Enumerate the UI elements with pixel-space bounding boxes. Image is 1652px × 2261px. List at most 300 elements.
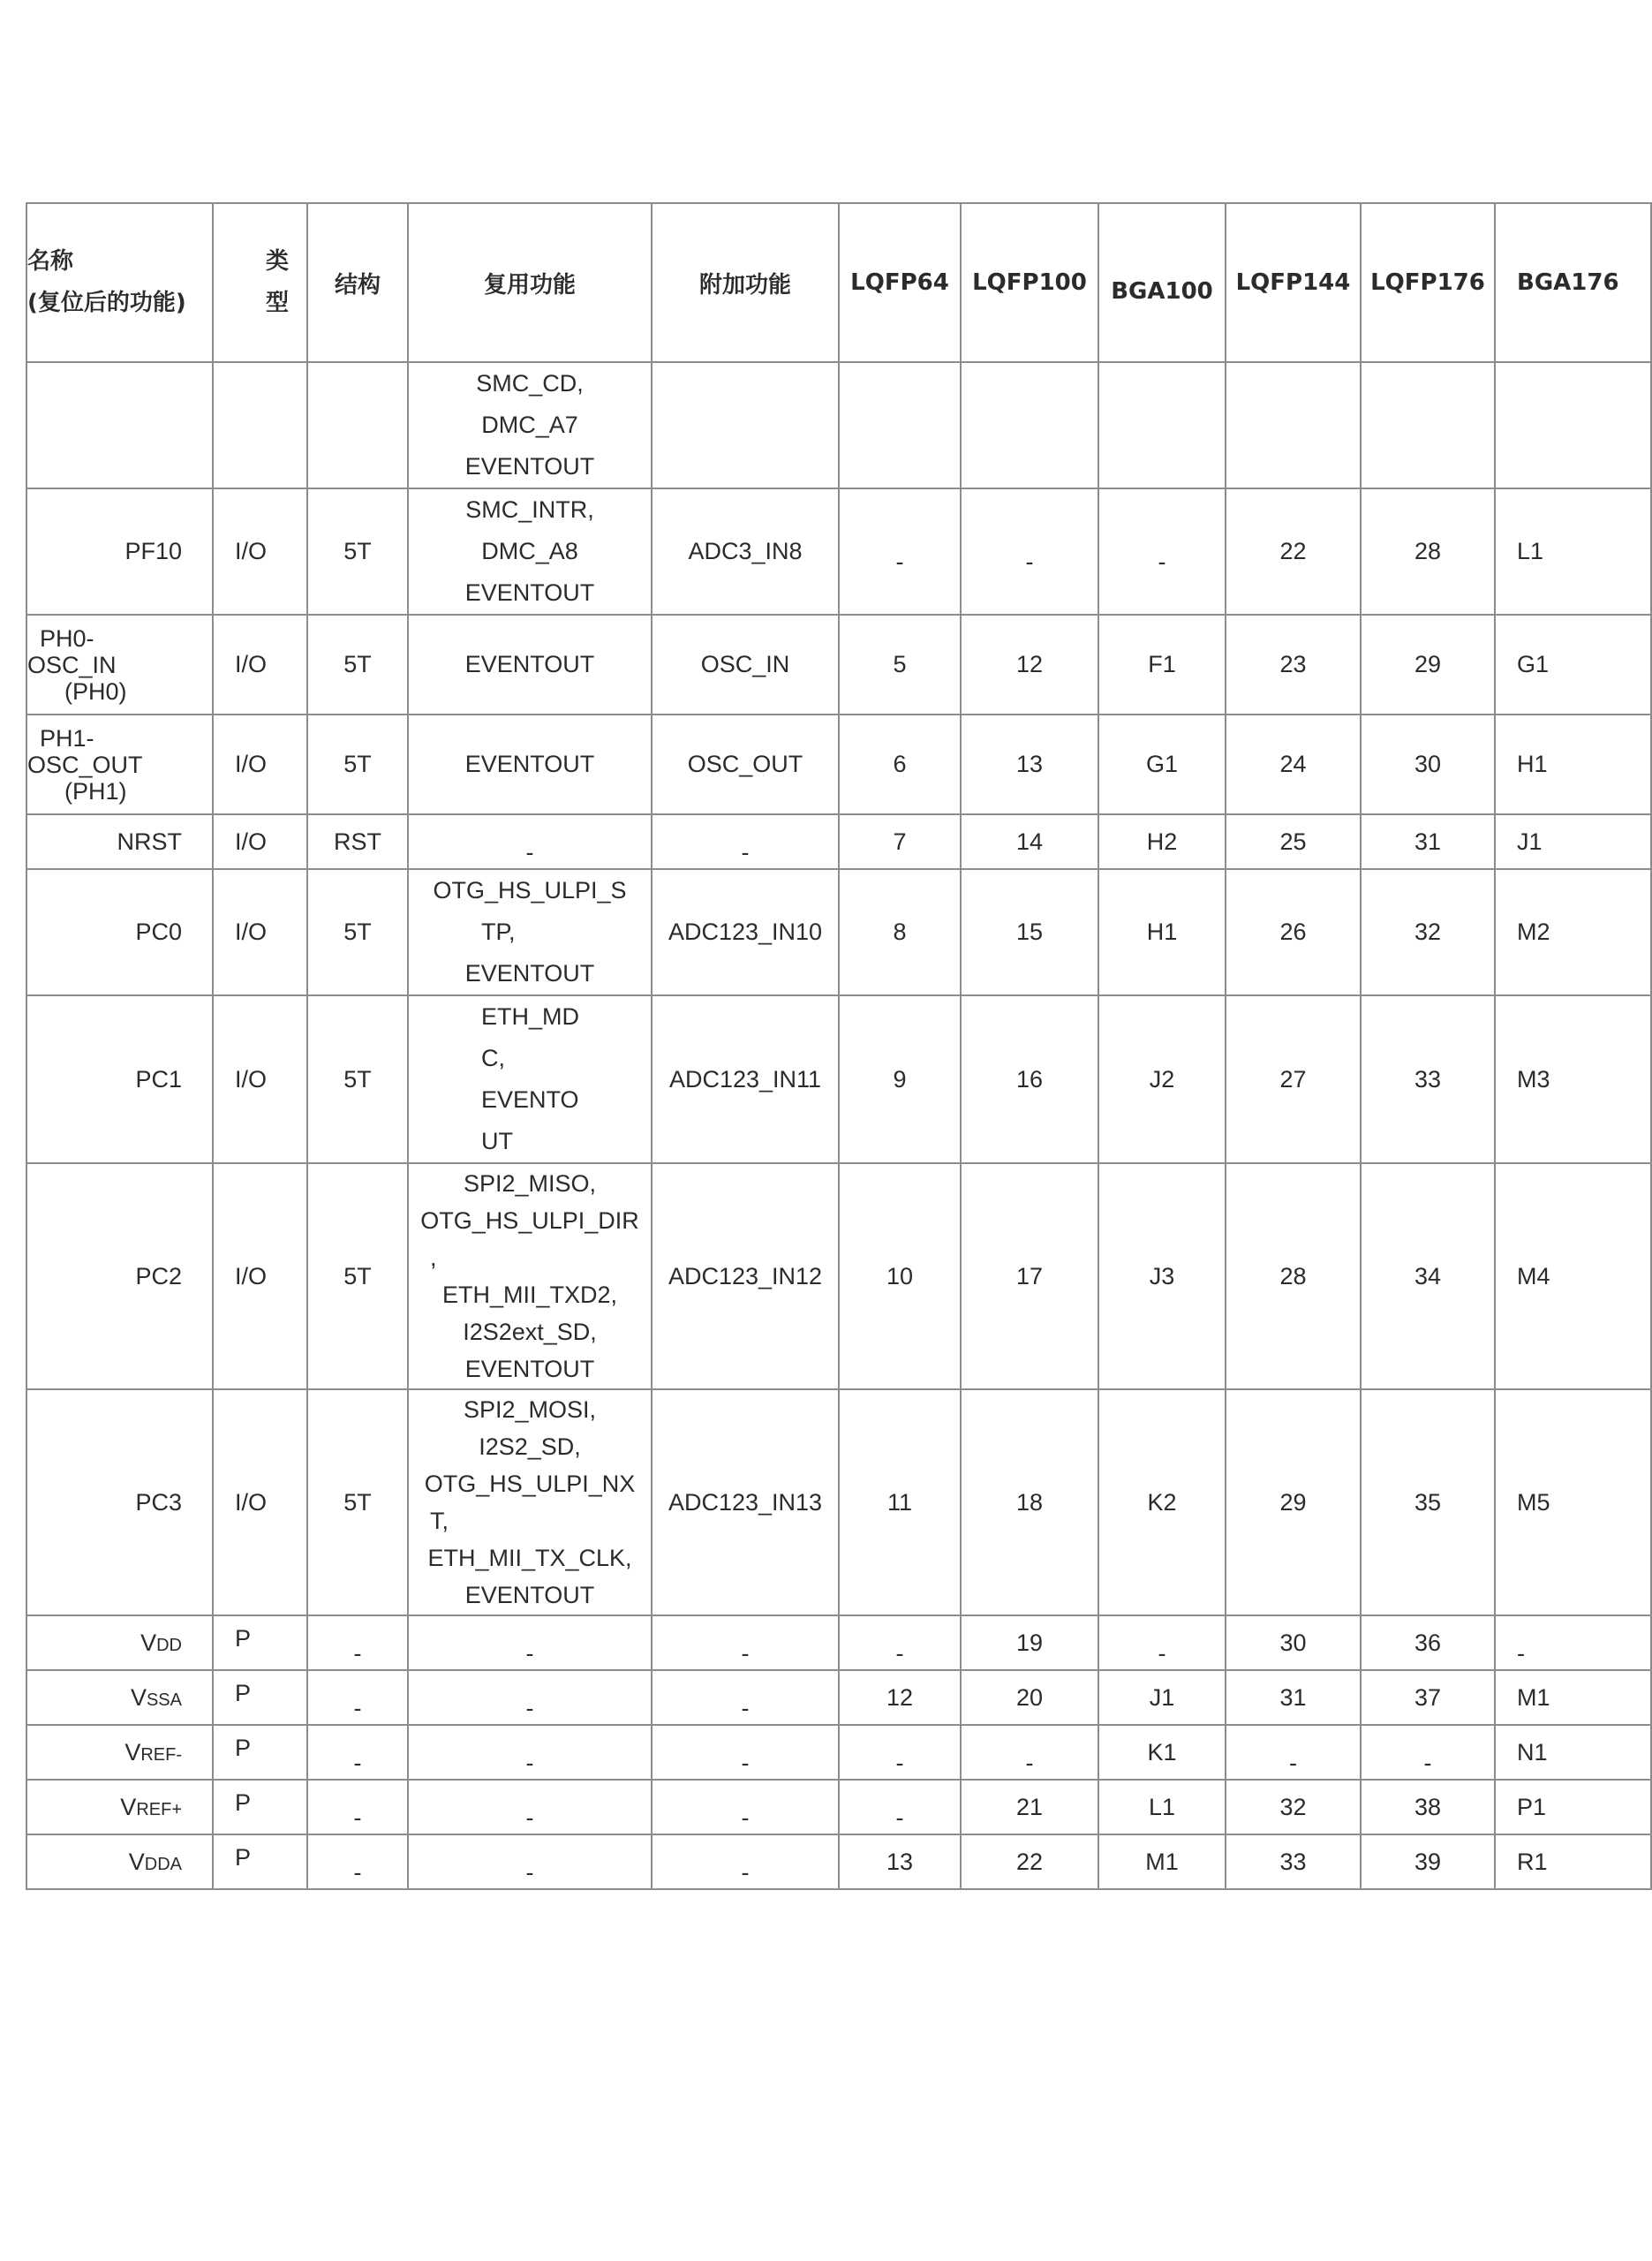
pin-structure-cell — [307, 615, 408, 715]
table-row — [26, 995, 1651, 1163]
pin-number-lqfp176 — [1361, 362, 1495, 488]
table-row — [26, 869, 1651, 995]
alt-function-line: EVENTOUT — [464, 1582, 595, 1608]
pin-number-value: 5 — [893, 651, 907, 677]
pin-structure-cell — [307, 488, 408, 615]
pin-number-lqfp100 — [961, 1780, 1098, 1834]
pin-name-main: V — [124, 1738, 141, 1766]
pin-number-lqfp144 — [1226, 814, 1361, 869]
alt-function-line: DMC_A7 — [481, 412, 578, 438]
header-name: 名称 (复位后的功能) — [26, 203, 213, 362]
pin-number-value: - — [895, 1804, 904, 1831]
alt-function-line: SPI2_MISO, — [463, 1170, 597, 1197]
pin-structure-cell — [307, 1615, 408, 1670]
table-row — [26, 1615, 1651, 1670]
header-lqfp144: LQFP144 — [1226, 203, 1361, 362]
pin-number-lqfp176 — [1361, 814, 1495, 869]
add-function-cell — [652, 362, 839, 488]
add-function-value: ADC123_IN11 — [668, 1065, 822, 1093]
pin-number-value: 38 — [1414, 1793, 1442, 1820]
add-function-cell — [652, 488, 839, 615]
pin-number-bga100 — [1098, 488, 1226, 615]
pin-name-cell — [26, 1725, 213, 1780]
pin-number-value: - — [1025, 1749, 1034, 1776]
pin-number-value: 29 — [1414, 651, 1442, 677]
pin-structure-value: 5T — [343, 1262, 372, 1289]
pin-number-value: R1 — [1517, 1848, 1548, 1875]
pin-number-value: 39 — [1414, 1848, 1442, 1875]
pin-number-lqfp64 — [839, 488, 961, 615]
pin-number-lqfp100 — [961, 362, 1098, 488]
pin-number-bga100 — [1098, 1670, 1226, 1725]
pin-number-value: J1 — [1149, 1683, 1175, 1711]
alt-function-cell — [408, 1163, 652, 1389]
alt-function-line: OTG_HS_ULPI_S — [433, 877, 627, 904]
pin-name-part: OSC_OUT — [27, 751, 143, 778]
alt-function-line: ETH_MII_TXD2, — [441, 1282, 618, 1308]
pin-number-lqfp144 — [1226, 488, 1361, 615]
pin-number-value: M1 — [1517, 1683, 1550, 1711]
pin-number-value: 30 — [1279, 1629, 1307, 1656]
add-function-value: - — [741, 1639, 750, 1667]
pin-name-subscript: SSA — [146, 1690, 182, 1710]
add-function-cell — [652, 1163, 839, 1389]
pin-number-lqfp144 — [1226, 362, 1361, 488]
pin-name-main: V — [140, 1629, 157, 1656]
alt-function-line: T, — [430, 1508, 449, 1534]
pin-number-value: J1 — [1517, 828, 1543, 855]
alt-function-cell — [408, 488, 652, 615]
pin-type-cell: I/O — [213, 814, 307, 869]
pin-number-value: 6 — [893, 751, 907, 777]
pin-number-value: H1 — [1517, 751, 1548, 777]
pin-name-part: PH0- — [40, 624, 94, 652]
pin-number-lqfp100 — [961, 1389, 1098, 1615]
pin-number-bga176 — [1495, 814, 1651, 869]
alt-function-cell — [408, 869, 652, 995]
pin-number-lqfp144 — [1226, 1389, 1361, 1615]
pin-number-value: 36 — [1414, 1629, 1442, 1656]
pin-number-value: 12 — [886, 1683, 914, 1711]
pin-number-bga100 — [1098, 715, 1226, 814]
pin-number-lqfp64 — [839, 1725, 961, 1780]
pin-number-bga176 — [1495, 869, 1651, 995]
pin-number-value: - — [895, 1639, 904, 1667]
pin-name-subscript: DDA — [144, 1854, 182, 1874]
table-row — [26, 1670, 1651, 1725]
pin-number-lqfp144 — [1226, 1615, 1361, 1670]
add-function-cell — [652, 1725, 839, 1780]
pin-structure-value: 5T — [343, 538, 372, 564]
pin-type-cell: P — [213, 1670, 307, 1725]
pin-number-bga100 — [1098, 1615, 1226, 1670]
pin-name-part: (PH1) — [64, 777, 127, 805]
pin-name-cell — [26, 1615, 213, 1670]
pin-number-value: 18 — [1015, 1488, 1044, 1516]
pin-number-value: L1 — [1148, 1793, 1176, 1820]
pin-number-value: P1 — [1517, 1793, 1547, 1820]
pin-number-lqfp176 — [1361, 995, 1495, 1163]
table-row — [26, 1389, 1651, 1615]
add-function-value: OSC_OUT — [687, 751, 803, 777]
pin-structure-value: - — [353, 1694, 362, 1721]
header-lqfp64: LQFP64 — [839, 203, 961, 362]
pin-name-part: OSC_IN — [27, 651, 117, 678]
pin-name-cell: NRST — [26, 814, 213, 869]
add-function-cell — [652, 995, 839, 1163]
pin-number-value: K1 — [1147, 1738, 1177, 1766]
alt-function-line: EVENTOUT — [464, 751, 595, 777]
add-function-cell — [652, 1389, 839, 1615]
pin-type-cell: I/O — [213, 1389, 307, 1615]
pin-name-cell — [26, 615, 213, 715]
pin-number-value: 16 — [1015, 1065, 1044, 1093]
pin-number-value: - — [1517, 1639, 1525, 1667]
pin-number-bga176 — [1495, 1780, 1651, 1834]
pin-number-value: 31 — [1414, 828, 1442, 855]
pin-number-value: 28 — [1279, 1262, 1307, 1289]
pin-number-lqfp64 — [839, 814, 961, 869]
pin-number-value: M1 — [1145, 1848, 1179, 1875]
pin-type-cell: I/O — [213, 488, 307, 615]
alt-function-line: EVENTOUT — [464, 651, 595, 677]
alt-function-line: - — [525, 1858, 534, 1886]
pin-name-cell: PF10 — [26, 488, 213, 615]
pin-number-bga176 — [1495, 1389, 1651, 1615]
alt-function-line: SMC_INTR, — [465, 496, 594, 523]
pin-number-bga176 — [1495, 1670, 1651, 1725]
alt-function-cell — [408, 1389, 652, 1615]
alt-function-cell — [408, 1834, 652, 1889]
header-alt-func: 复用功能 — [408, 203, 652, 362]
pin-number-value: 13 — [886, 1848, 914, 1875]
pin-number-value: 10 — [886, 1262, 914, 1289]
pin-number-lqfp64 — [839, 362, 961, 488]
pin-structure-cell — [307, 1389, 408, 1615]
pin-structure-value: 5T — [343, 1488, 372, 1516]
pin-number-value: 8 — [893, 919, 907, 945]
pin-number-bga100 — [1098, 1389, 1226, 1615]
pin-number-lqfp176 — [1361, 869, 1495, 995]
pin-number-bga176 — [1495, 995, 1651, 1163]
pin-structure-value: - — [353, 1804, 362, 1831]
pin-number-value: - — [1289, 1749, 1297, 1776]
add-function-value: ADC123_IN10 — [668, 919, 823, 945]
pin-number-value: 24 — [1279, 751, 1307, 777]
add-function-cell — [652, 1834, 839, 1889]
pin-number-bga100 — [1098, 615, 1226, 715]
header-lqfp100: LQFP100 — [961, 203, 1098, 362]
table-row — [26, 1725, 1651, 1780]
pin-name-subscript: DD — [156, 1635, 182, 1655]
alt-function-line: EVENTOUT — [464, 960, 595, 987]
add-function-cell — [652, 1670, 839, 1725]
pin-structure-cell — [307, 1725, 408, 1780]
pin-number-value: F1 — [1148, 651, 1176, 677]
table-row — [26, 1780, 1651, 1834]
alt-function-line: C, — [481, 1045, 505, 1071]
pin-number-value: 22 — [1015, 1848, 1044, 1875]
pin-number-lqfp176 — [1361, 1780, 1495, 1834]
add-function-value: OSC_IN — [700, 651, 790, 677]
alt-function-line: EVENTOUT — [464, 453, 595, 480]
pin-number-value: G1 — [1517, 651, 1550, 677]
pin-number-lqfp100 — [961, 715, 1098, 814]
pin-number-lqfp176 — [1361, 1163, 1495, 1389]
pin-number-bga100 — [1098, 995, 1226, 1163]
table-row — [26, 488, 1651, 615]
pin-number-bga176 — [1495, 1725, 1651, 1780]
pin-structure-cell — [307, 1163, 408, 1389]
pin-number-value: 23 — [1279, 651, 1307, 677]
pin-structure-cell — [307, 814, 408, 869]
pin-number-lqfp144 — [1226, 1780, 1361, 1834]
pin-number-bga176 — [1495, 1834, 1651, 1889]
pin-number-lqfp144 — [1226, 995, 1361, 1163]
pin-number-value: 21 — [1015, 1793, 1044, 1820]
alt-function-line: OTG_HS_ULPI_NX — [424, 1471, 636, 1497]
pin-name-cell — [26, 1834, 213, 1889]
pin-number-value: - — [895, 548, 904, 575]
pin-number-lqfp100 — [961, 869, 1098, 995]
pin-number-lqfp64 — [839, 1615, 961, 1670]
pin-number-value: - — [1025, 548, 1034, 575]
alt-function-cell — [408, 615, 652, 715]
alt-function-cell — [408, 362, 652, 488]
pin-number-value: 37 — [1414, 1683, 1442, 1711]
pin-name-cell — [26, 1670, 213, 1725]
alt-function-line: - — [525, 838, 534, 866]
pin-number-value: H1 — [1146, 919, 1178, 945]
pin-number-value: N1 — [1517, 1738, 1548, 1766]
pin-structure-value: 5T — [343, 651, 372, 677]
add-function-value: ADC3_IN8 — [688, 538, 803, 564]
pin-type-cell: I/O — [213, 715, 307, 814]
add-function-value: - — [741, 838, 750, 866]
pin-number-value: 35 — [1414, 1488, 1442, 1516]
pin-name-cell — [26, 715, 213, 814]
table-header-row — [26, 203, 1651, 362]
pin-type-cell: P — [213, 1615, 307, 1670]
pin-number-bga100 — [1098, 1780, 1226, 1834]
pin-number-value: 19 — [1015, 1629, 1044, 1656]
pin-number-bga176 — [1495, 1615, 1651, 1670]
pin-number-lqfp100 — [961, 488, 1098, 615]
pin-type-cell: I/O — [213, 995, 307, 1163]
pin-number-value: K2 — [1147, 1488, 1177, 1516]
pin-number-bga100 — [1098, 1834, 1226, 1889]
pin-number-bga176 — [1495, 362, 1651, 488]
pin-structure-value: - — [353, 1639, 362, 1667]
pin-number-value: 28 — [1414, 538, 1442, 564]
pin-number-value: 33 — [1414, 1065, 1442, 1093]
pin-number-value: - — [895, 1749, 904, 1776]
pin-name-part: PH1- — [40, 724, 94, 752]
pin-structure-cell — [307, 995, 408, 1163]
pin-structure-value: 5T — [343, 751, 372, 777]
pin-number-lqfp64 — [839, 869, 961, 995]
add-function-value: - — [741, 1804, 750, 1831]
alt-function-line: SMC_CD, — [476, 370, 584, 397]
pin-number-value: 29 — [1279, 1488, 1307, 1516]
alt-function-line: EVENTOUT — [464, 579, 595, 606]
pin-structure-value: - — [353, 1858, 362, 1886]
header-add-func: 附加功能 — [652, 203, 839, 362]
pin-number-value: - — [1423, 1749, 1432, 1776]
pin-number-lqfp144 — [1226, 715, 1361, 814]
add-function-value: ADC123_IN13 — [668, 1488, 823, 1516]
alt-function-line: TP, — [481, 919, 516, 945]
header-lqfp176: LQFP176 — [1361, 203, 1495, 362]
pin-number-lqfp176 — [1361, 1725, 1495, 1780]
add-function-cell — [652, 715, 839, 814]
alt-function-cell — [408, 1725, 652, 1780]
pin-number-lqfp176 — [1361, 488, 1495, 615]
pin-number-value: 7 — [893, 828, 907, 855]
pin-number-lqfp100 — [961, 1725, 1098, 1780]
pin-number-value: 11 — [886, 1488, 913, 1516]
pin-number-value: 27 — [1279, 1065, 1307, 1093]
pin-number-value: M4 — [1517, 1262, 1550, 1289]
alt-function-line: SPI2_MOSI, — [463, 1396, 597, 1423]
pin-name-cell: PC3 — [26, 1389, 213, 1615]
pin-number-value: G1 — [1145, 751, 1179, 777]
pin-number-bga176 — [1495, 1163, 1651, 1389]
alt-function-line: - — [525, 1749, 534, 1776]
pin-number-lqfp144 — [1226, 1834, 1361, 1889]
add-function-value: - — [741, 1694, 750, 1721]
pin-number-lqfp176 — [1361, 1389, 1495, 1615]
header-bga176: BGA176 — [1495, 203, 1651, 362]
table-row — [26, 1834, 1651, 1889]
table-row — [26, 1163, 1651, 1389]
add-function-cell — [652, 1615, 839, 1670]
pin-structure-cell — [307, 1780, 408, 1834]
pin-number-lqfp64 — [839, 615, 961, 715]
pin-name-main: V — [128, 1848, 145, 1875]
pin-number-value: - — [1158, 548, 1166, 575]
pin-number-lqfp100 — [961, 1670, 1098, 1725]
pin-number-value: 20 — [1015, 1683, 1044, 1711]
alt-function-line: EVENTO — [481, 1086, 579, 1113]
pin-number-lqfp64 — [839, 1670, 961, 1725]
alt-function-line: - — [525, 1694, 534, 1721]
alt-function-line: DMC_A8 — [481, 538, 578, 564]
alt-function-line: ETH_MD — [481, 1003, 580, 1030]
pin-name-main: V — [120, 1793, 137, 1820]
add-function-cell — [652, 869, 839, 995]
pin-number-value: 32 — [1279, 1793, 1307, 1820]
pin-number-value: 33 — [1279, 1848, 1307, 1875]
pin-type-cell: P — [213, 1725, 307, 1780]
add-function-cell — [652, 615, 839, 715]
pin-number-bga100 — [1098, 362, 1226, 488]
pin-name-cell: PC1 — [26, 995, 213, 1163]
pin-name-cell — [26, 1780, 213, 1834]
table-row — [26, 615, 1651, 715]
pin-number-value: 9 — [893, 1065, 907, 1093]
alt-function-cell — [408, 1615, 652, 1670]
alt-function-cell — [408, 814, 652, 869]
alt-function-line: - — [525, 1804, 534, 1831]
pin-number-value: 30 — [1414, 751, 1442, 777]
pin-number-lqfp100 — [961, 814, 1098, 869]
pin-name-subscript: REF+ — [136, 1799, 182, 1819]
add-function-cell — [652, 1780, 839, 1834]
pin-number-lqfp176 — [1361, 1615, 1495, 1670]
pin-number-value: H2 — [1146, 828, 1178, 855]
pin-type-cell: I/O — [213, 615, 307, 715]
pin-structure-cell — [307, 715, 408, 814]
pin-number-lqfp64 — [839, 995, 961, 1163]
pin-number-lqfp64 — [839, 1163, 961, 1389]
pin-number-lqfp100 — [961, 1834, 1098, 1889]
table-row — [26, 814, 1651, 869]
pin-number-value: 31 — [1279, 1683, 1307, 1711]
pin-number-lqfp100 — [961, 995, 1098, 1163]
pin-number-lqfp144 — [1226, 869, 1361, 995]
pin-number-value: J2 — [1149, 1065, 1175, 1093]
pin-number-value: L1 — [1517, 538, 1544, 564]
pin-structure-cell — [307, 362, 408, 488]
alt-function-line: I2S2_SD, — [479, 1433, 581, 1460]
alt-function-line: - — [525, 1639, 534, 1667]
pin-number-value: M2 — [1517, 919, 1550, 945]
pin-number-bga100 — [1098, 1163, 1226, 1389]
pin-number-bga176 — [1495, 715, 1651, 814]
pin-type-cell: I/O — [213, 869, 307, 995]
pin-number-value: - — [1158, 1639, 1166, 1667]
pin-name-part: (PH0) — [64, 677, 127, 705]
pin-type-cell — [213, 362, 307, 488]
pin-type-cell: P — [213, 1780, 307, 1834]
alt-function-cell — [408, 995, 652, 1163]
pin-number-lqfp144 — [1226, 1725, 1361, 1780]
pin-number-lqfp64 — [839, 1389, 961, 1615]
table-row — [26, 362, 1651, 488]
alt-function-cell — [408, 1780, 652, 1834]
pin-number-value: 25 — [1279, 828, 1307, 855]
pin-number-lqfp100 — [961, 1163, 1098, 1389]
pin-number-lqfp64 — [839, 715, 961, 814]
pin-name-cell — [26, 362, 213, 488]
pin-number-lqfp100 — [961, 615, 1098, 715]
add-function-value: - — [741, 1749, 750, 1776]
table-row — [26, 715, 1651, 814]
pin-type-cell: I/O — [213, 1163, 307, 1389]
alt-function-line: I2S2ext_SD, — [463, 1319, 597, 1345]
pin-number-bga176 — [1495, 615, 1651, 715]
pin-structure-value: RST — [334, 828, 381, 855]
pin-number-bga176 — [1495, 488, 1651, 615]
pin-structure-value: - — [353, 1749, 362, 1776]
add-function-value: ADC123_IN12 — [668, 1262, 823, 1289]
pin-number-bga100 — [1098, 814, 1226, 869]
pin-number-value: 22 — [1279, 538, 1307, 564]
pin-number-value: M3 — [1517, 1065, 1550, 1093]
pin-structure-value: 5T — [343, 1065, 372, 1093]
pin-number-lqfp144 — [1226, 1163, 1361, 1389]
alt-function-line: OTG_HS_ULPI_DIR — [420, 1207, 639, 1234]
pin-number-value: 32 — [1414, 919, 1442, 945]
alt-function-line: UT — [481, 1128, 513, 1154]
pin-number-lqfp176 — [1361, 1834, 1495, 1889]
alt-function-line: EVENTOUT — [464, 1356, 595, 1382]
alt-function-line: , — [430, 1244, 437, 1271]
pin-structure-cell — [307, 869, 408, 995]
pin-number-lqfp100 — [961, 1615, 1098, 1670]
pin-name-subscript: REF- — [140, 1744, 182, 1765]
